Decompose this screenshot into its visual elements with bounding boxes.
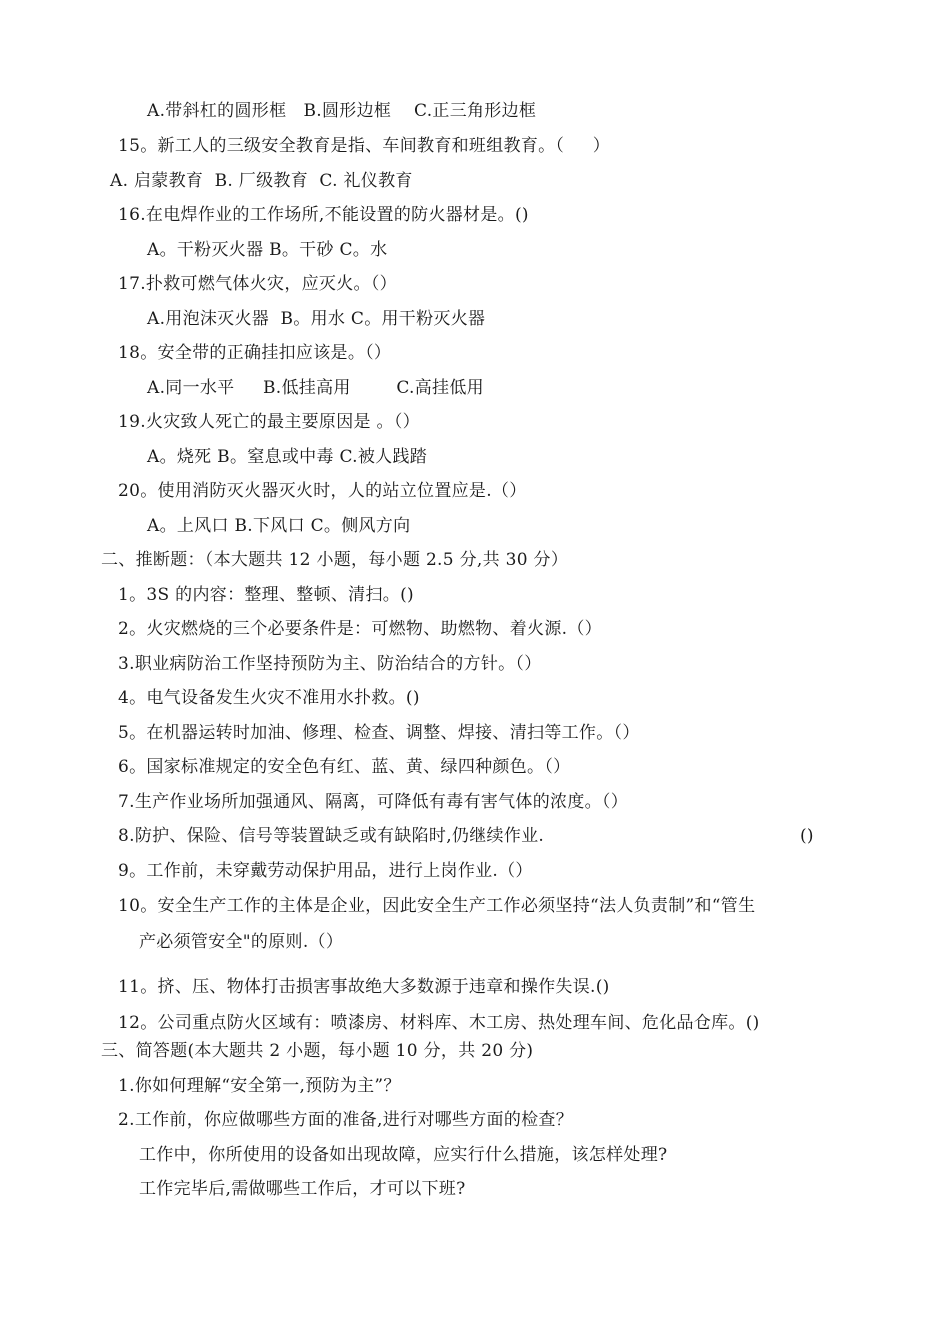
- judgement-12: 12。公司重点防火区域有：喷漆房、材料库、木工房、热处理车间、危化品仓库。(): [118, 1013, 760, 1033]
- option-line-20: A。上风口 B.下风口 C。侧风方向: [147, 516, 411, 536]
- judgement-8: 8.防护、保险、信号等装置缺乏或有缺陷时,仍继续作业.: [118, 826, 545, 846]
- judgement-3: 3.职业病防治工作坚持预防为主、防治结合的方针。（）: [118, 654, 542, 674]
- judgement-9: 9。工作前，未穿戴劳动保护用品，进行上岗作业.（）: [118, 861, 533, 881]
- question-20: 20。使用消防灭火器灭火时，人的站立位置应是.（）: [118, 481, 527, 501]
- judgement-1: 1。3S 的内容：整理、整顿、清扫。(): [118, 585, 414, 605]
- short-answer-2-part-3: 工作完毕后,需做哪些工作后，才可以下班?: [139, 1179, 466, 1199]
- option-line-19: A。烧死 B。窒息或中毒 C.被人践踏: [147, 447, 428, 467]
- question-18: 18。安全带的正确挂扣应该是。（）: [118, 343, 392, 363]
- question-15: 15。新工人的三级安全教育是指、车间教育和班组教育。（ ）: [118, 136, 611, 156]
- question-19: 19.火灾致人死亡的最主要原因是 。（）: [118, 412, 420, 432]
- judgement-5: 5。在机器运转时加油、修理、检查、调整、焊接、清扫等工作。（）: [118, 723, 640, 743]
- short-answer-2: 2.工作前，你应做哪些方面的准备,进行对哪些方面的检查？: [118, 1110, 574, 1130]
- judgement-8-answer-bracket: (): [800, 826, 814, 846]
- short-answer-2-part-2: 工作中，你所使用的设备如出现故障，应实行什么措施，该怎样处理?: [139, 1145, 668, 1165]
- option-line-16: A。干粉灭火器 B。干砂 C。水: [147, 240, 388, 260]
- question-16: 16.在电焊作业的工作场所,不能设置的防火器材是。(): [118, 205, 529, 225]
- option-line-15: A. 启蒙教育 B. 厂级教育 C. 礼仪教育: [110, 171, 413, 191]
- judgement-10-continued: 产必须管安全"的原则.（）: [139, 932, 344, 952]
- section-heading-short-answer: 三、简答题(本大题共 2 小题，每小题 10 分，共 20 分): [101, 1041, 534, 1061]
- judgement-11: 11。挤、压、物体打击损害事故绝大多数源于违章和操作失误.(): [118, 977, 610, 997]
- judgement-6: 6。国家标准规定的安全色有红、蓝、黄、绿四种颜色。（）: [118, 757, 571, 777]
- question-17: 17.扑救可燃气体火灾，应灭火。（）: [118, 274, 397, 294]
- option-line-17: A.用泡沫灭火器 B。用水 C。用干粉灭火器: [147, 309, 486, 329]
- short-answer-1: 1.你如何理解“安全第一,预防为主”？: [118, 1076, 401, 1096]
- judgement-7: 7.生产作业场所加强通风、隔离，可降低有毒有害气体的浓度。（）: [118, 792, 629, 812]
- judgement-4: 4。电气设备发生火灾不准用水扑救。(): [118, 688, 420, 708]
- section-heading-judgement: 二、推断题：（本大题共 12 小题，每小题 2.5 分,共 30 分）: [101, 550, 569, 570]
- option-line-18: A.同一水平 B.低挂高用 C.高挂低用: [147, 378, 484, 398]
- judgement-2: 2。火灾燃烧的三个必要条件是：可燃物、助燃物、着火源.（）: [118, 619, 602, 639]
- judgement-10: 10。安全生产工作的主体是企业，因此安全生产工作必须坚持“法人负责制”和“管生: [118, 896, 756, 916]
- option-line-14: A.带斜杠的圆形框 B.圆形边框 C.正三角形边框: [147, 101, 537, 121]
